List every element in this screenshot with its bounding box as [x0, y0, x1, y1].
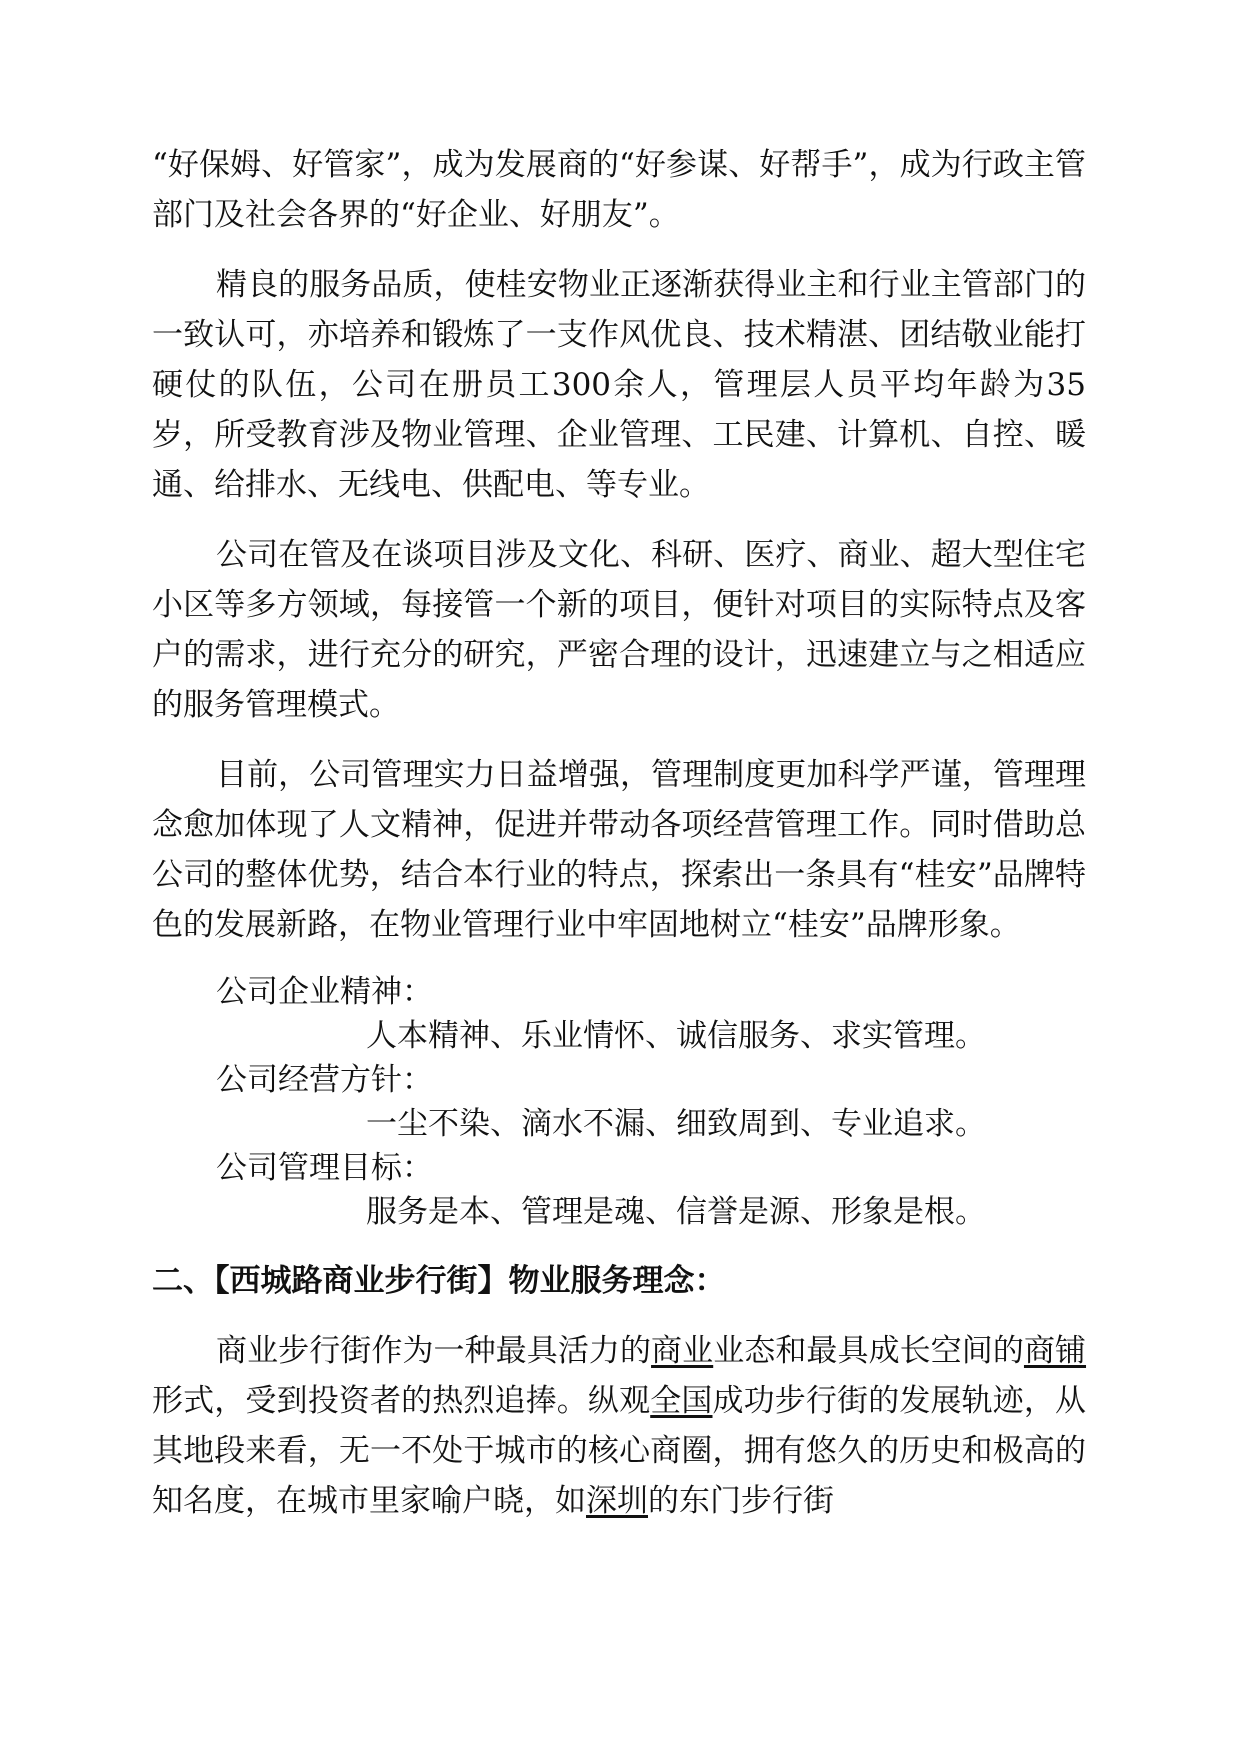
company-mottos: [152, 970, 1086, 1234]
paragraph-projects: 公司在管及在谈项目涉及文化、科研、医疗、商业、超大型住宅小区等多方领域，每接管一个新的项目，便针对项目的实际特点及客户的需求，进行充分的研究，严密合理的设计，迅速建立与之相适应的服务管理模式。: [152, 537, 1086, 723]
motto-policy-label: 公司经营方针：: [216, 1062, 433, 1098]
text-segment: 成功步行街的发展轨迹，从其地段来看，无一不处于城市的核心商圈，拥有悠久的历史和极高的知名度，在城市里家喻户晓，如: [152, 1383, 1087, 1519]
link-shangye[interactable]: 商业: [651, 1333, 714, 1369]
motto-goal-label: 公司管理目标：: [216, 1150, 433, 1186]
paragraph-service-quality: 精良的服务品质，使桂安物业正逐渐获得业主和行业主管部门的一致认可，亦培养和锻炼了一支作风优良、技术精湛、团结敬业能打硬仗的队伍，公司在册员工300余人，管理层人员平均年龄为35岁，所受教育涉及物业管理、企业管理、工民建、计算机、自控、暖通、给排水、无线电、供配电、等专业。: [152, 267, 1086, 503]
text-segment: 业态和最具成长空间的: [713, 1333, 1024, 1369]
paragraph-intro-continuation: “好保姆、好管家”，成为发展商的“好参谋、好帮手”，成为行政主管部门及社会各界的“好企业、好朋友”。: [152, 147, 1086, 233]
motto-goal-value: 服务是本、管理是魂、信誉是源、形象是根。: [366, 1194, 986, 1230]
document-page: [152, 140, 1086, 1546]
text-segment: 商业步行街作为一种最具活力的: [216, 1333, 652, 1369]
link-quanguo[interactable]: 全国: [650, 1383, 713, 1419]
text-segment: 的东门步行街: [648, 1483, 834, 1519]
motto-policy-value: 一尘不染、滴水不漏、细致周到、专业追求。: [366, 1106, 986, 1142]
paragraph-pedestrian-street: [152, 1326, 1086, 1526]
section-heading-service-concept: 二、【西城路商业步行街】物业服务理念：: [152, 1263, 726, 1299]
link-shenzhen[interactable]: 深圳: [586, 1483, 648, 1519]
paragraph-current-strength: 目前，公司管理实力日益增强，管理制度更加科学严谨，管理理念愈加体现了人文精神，促进并带动各项经营管理工作。同时借助总公司的整体优势，结合本行业的特点，探索出一条具有“桂安”品牌特色的发展新路，在物业管理行业中牢固地树立“桂安”品牌形象。: [152, 757, 1086, 943]
motto-spirit-value: 人本精神、乐业情怀、诚信服务、求实管理。: [366, 1018, 986, 1054]
link-shangpu[interactable]: 商铺: [1023, 1333, 1087, 1369]
text-segment: 形式，受到投资者的热烈追捧。纵观: [152, 1383, 651, 1419]
motto-spirit-label: 公司企业精神：: [216, 974, 433, 1010]
